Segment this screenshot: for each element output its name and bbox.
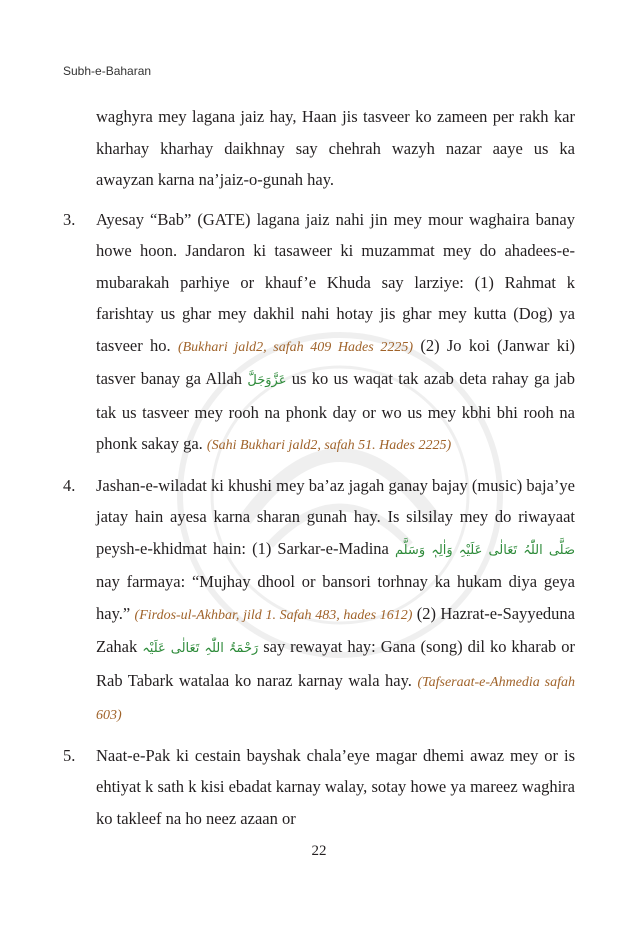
item-number: 4. bbox=[63, 475, 76, 495]
reference-citation: (Bukhari jald2, safah 409 Hades 2225) bbox=[177, 339, 414, 355]
page-content bbox=[63, 101, 575, 834]
arabic-honorific: صَلَّی اللّٰہُ تَعَالٰی عَلَیْہِ وَاٰلِہٖ وَسَلَّم bbox=[394, 542, 576, 558]
item-body bbox=[96, 740, 575, 835]
list-item-4 bbox=[63, 470, 575, 732]
item-body bbox=[96, 204, 575, 462]
item-text: us ko us waqat tak azab deta rahay ga jab tak us tasveer mey rooh na phonk day or wo us mey kbhi bhi rooh na phonk sakay ga. bbox=[96, 369, 575, 453]
item-text: Jashan-e-wiladat ki khushi mey ba’az jagah ganay bajay (music) baja’ye jatay hain ayesa karna sharan gunah hay. Is silsilay mey do riwayaat peysh-e-khidmat hain: (1) Sarkar-e-Madina bbox=[96, 475, 575, 558]
item-body bbox=[96, 470, 575, 732]
item-text: Naat-e-Pak ki cestain bayshak chala’eye magar dhemi awaz mey or is ehtiyat k sath k kisi ebadat karnay walay, sotay howe ya mareez waghira ko takleef na ho neez azaan or bbox=[96, 745, 575, 828]
list-item-5 bbox=[63, 740, 575, 835]
reference-citation: (Sahi Bukhari jald2, safah 51. Hades 2225) bbox=[206, 438, 452, 453]
page-number: 22 bbox=[311, 843, 327, 859]
arabic-honorific: عَزَّوَجَلَّ bbox=[247, 373, 287, 388]
intro-paragraph: waghyra mey lagana jaiz hay, Haan jis tasveer ko zameen per rakh kar kharhay kharhay daikhnay say chehrah wazyh nazar aaye us ka awayzan karna na’jaiz-o-gunah hay. bbox=[96, 107, 575, 189]
reference-citation: (Tafseraat-e-Ahmedia safah 603) bbox=[96, 674, 576, 723]
item-text: nay farmaya: “Mujhay dhool or bansori torhnay ka hukam diya geya hay.” bbox=[96, 572, 575, 623]
item-text: (2) Jo koi (Janwar ki) tasver banay ga Allah bbox=[96, 335, 576, 388]
item-text: (2) Hazrat-e-Sayyeduna Zahak bbox=[96, 603, 575, 656]
item-text: say rewayat hay: Gana (song) dil ko kharab or Rab Tabark watalaa ko naraz karnay wala hay. bbox=[96, 637, 575, 690]
running-header: Subh-e-Baharan bbox=[63, 64, 152, 78]
arabic-honorific: رَحْمَۃُ اللّٰہِ تَعَالٰی عَلَیْہ bbox=[142, 641, 259, 656]
item-text: Ayesay “Bab” (GATE) lagana jaiz nahi jin mey mour waghaira banay howe hoon. Jandaron ki tasaweer ki muzammat mey do ahadees-e-mubarakah parhiye or khauf’e Khuda say larziye: (1) Rahmat k farishtay us ghar mey dakhil nahi hotay jis ghar mey kutta (Dog) ya tasveer ho. bbox=[96, 209, 575, 355]
item-number: 3. bbox=[63, 209, 76, 229]
item-number: 5. bbox=[63, 745, 76, 765]
reference-citation: (Firdos-ul-Akhbar, jild 1. Safah 483, hades 1612) bbox=[134, 607, 413, 623]
list-item-3 bbox=[63, 204, 575, 462]
